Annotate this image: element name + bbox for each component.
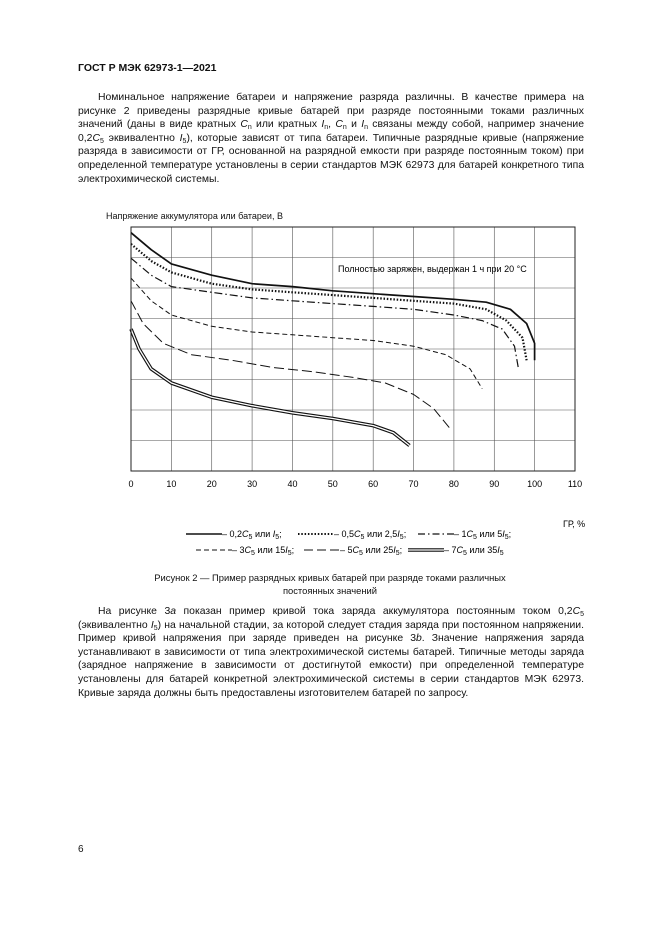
x-tick-label: 110 [567, 479, 583, 489]
x-tick-label: 0 [128, 479, 134, 489]
x-tick-label: 70 [408, 479, 419, 489]
paragraph-1: Номинальное напряжение батареи и напряжение разряда различны. В качестве примера на рисунке 2 приведены разрядные кривые батарей при разряде постоянными токами различных значений (даны в виде кратных $C_n$ или кратных $I_n$, $C_n$ и $I_n$ связаны между собой, например значение $0,2C_5$ эквивалентно $I_5$), которые зависят от типа батареи. Типичные разрядные кривые (напряжение разряда в зависимости от ГР, основанной на разрядной емкости при разряде постоянным током) при определенной температуре установлены в серии стандартов МЭК 62973 для батарей конкретного типа электрохимической системы. [78, 92, 584, 185]
x-tick-label: 30 [247, 479, 258, 489]
chart-y-axis-label: Напряжение аккумулятора или батареи, В [106, 211, 283, 221]
x-tick-label: 50 [327, 479, 338, 489]
x-tick-label: 60 [368, 479, 379, 489]
paragraph-2: На рисунке 3a показан пример кривой тока заряда аккумулятора постоянным током $0,2C_5$ (эквивалентно $I_5$) на начальной стадии, за которой следует стадия заряда при постоянном напряжении. Пример кривой напряжения при заряде приведен на рисунке 3b. Значение напряжения заряда устанавливают в зависимости от типа электрохимической системы батарей. Типичные методы заряда (зарядное напряжение в зависимости от достигнутой емкости) при определенной температуре установлены для батарей конкретной электрохимической системы в серии стандартов МЭК 62973. Кривые заряда должны быть предоставлены изготовителем батарей по запросу. [78, 606, 584, 699]
x-tick-label: 40 [287, 479, 298, 489]
legend-label-1C5: – $1C_5$ или $5I_5$; [454, 529, 512, 541]
caption-line-2: постоянных значений [282, 584, 378, 596]
legend-row-1 [186, 529, 511, 541]
legend-label-3C5: – $3C_5$ или $15I_5$; [232, 545, 295, 557]
x-tick-label: 90 [489, 479, 500, 489]
legend-label-0-5C5: – $0,5C_5$ или $2,5I_5$; [334, 529, 407, 541]
x-tick-label: 10 [166, 479, 177, 489]
legend-label-5C5: – $5C_5$ или $25I_5$; [340, 545, 403, 557]
series-line-dashdot [131, 258, 519, 369]
x-tick-label: 100 [527, 479, 543, 489]
legend-label-0-2C5: – $0,2C_5$ или $I_5$; [222, 529, 282, 541]
legend-row-2 [196, 545, 504, 557]
chart-annotation: Полностью заряжен, выдержан 1 ч при 20 °С [338, 264, 527, 274]
x-tick-label: 80 [448, 479, 459, 489]
x-tick-label: 20 [206, 479, 217, 489]
series-line-longdash [131, 301, 450, 429]
series-line-dashed [131, 278, 482, 389]
series-line-double [131, 329, 410, 445]
legend-label-7C5: – $7C_5$ или $35I_5$ [444, 545, 504, 557]
document-header: ГОСТ Р МЭК 62973-1—2021 [78, 62, 217, 74]
series-line-dotted [131, 244, 527, 360]
page-number: 6 [78, 844, 84, 855]
chart-x-ticks [128, 479, 582, 489]
chart-x-axis-label: ГР, % [563, 519, 586, 529]
caption-line-1: Рисунок 2 — Пример разрядных кривых батарей при разряде токами различных [154, 572, 506, 583]
figure-caption [130, 572, 530, 597]
series-line-double [131, 329, 410, 445]
